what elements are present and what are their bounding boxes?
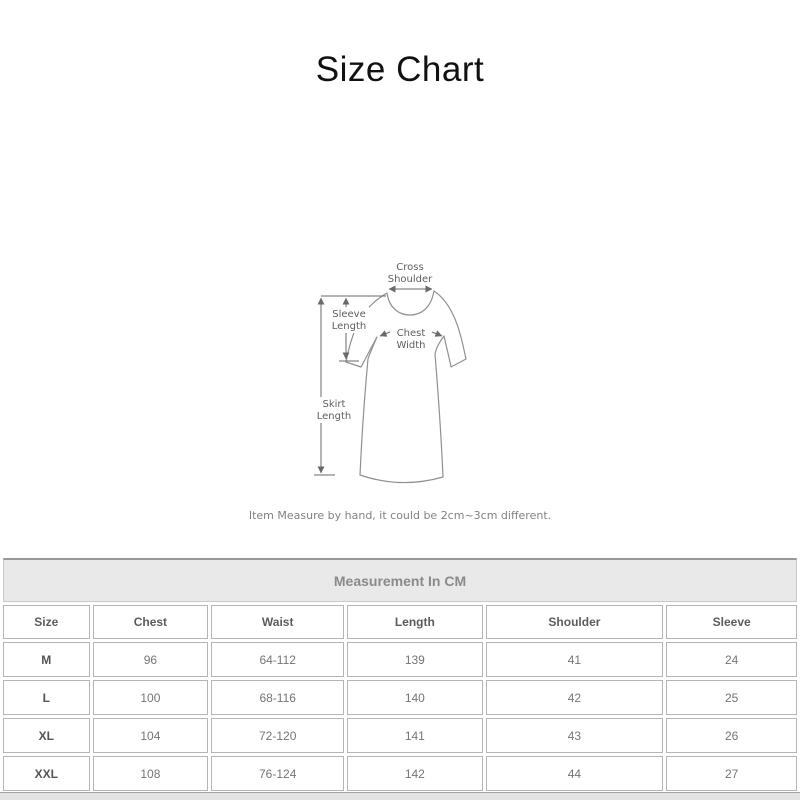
table-row [3,718,797,753]
cell-waist: 68-116 [211,680,344,715]
table-title-row [3,558,797,602]
table-header-row [3,605,797,639]
cell-shoulder: 41 [486,642,664,677]
cell-size: M [3,642,90,677]
chest-width-label-line2: Width [396,340,426,351]
measure-note: Item Measure by hand, it could be 2cm~3cm different. [248,509,552,522]
cell-sleeve: 24 [666,642,797,677]
column-header-length: Length [347,605,482,639]
cell-shoulder: 44 [486,756,664,791]
cell-chest: 104 [93,718,209,753]
column-header-size: Size [3,605,90,639]
cell-sleeve: 26 [666,718,797,753]
cross-shoulder-label-line2: Shoulder [387,274,433,285]
column-header-waist: Waist [211,605,344,639]
cell-waist: 72-120 [211,718,344,753]
cell-chest: 100 [93,680,209,715]
chest-width-label-line1: Chest [396,328,426,339]
cell-sleeve: 25 [666,680,797,715]
cell-length: 141 [347,718,482,753]
cell-length: 142 [347,756,482,791]
cell-waist: 64-112 [211,642,344,677]
cell-chest: 108 [93,756,209,791]
sleeve-length-label-line1: Sleeve [332,309,366,320]
cell-size: XL [3,718,90,753]
column-header-chest: Chest [93,605,209,639]
cell-length: 139 [347,642,482,677]
cross-shoulder-label-line1: Cross [396,262,424,273]
table-row [3,642,797,677]
cell-chest: 96 [93,642,209,677]
cell-shoulder: 43 [486,718,664,753]
chest-width-left-arrow [380,332,390,336]
cell-size: L [3,680,90,715]
dress-measurement-diagram [279,251,539,511]
table-row [3,756,797,791]
table-row [3,680,797,715]
sleeve-length-label-line2: Length [331,321,367,332]
page-title: Size Chart [315,50,485,89]
skirt-length-label-line2: Length [316,411,352,422]
cell-shoulder: 42 [486,680,664,715]
skirt-length-label-line1: Skirt [322,399,346,410]
column-header-shoulder: Shoulder [486,605,664,639]
cell-length: 140 [347,680,482,715]
cell-waist: 76-124 [211,756,344,791]
cell-sleeve: 27 [666,756,797,791]
table-title: Measurement In CM [3,558,797,602]
chest-width-right-arrow [432,332,442,336]
measurement-table [0,555,800,794]
column-header-sleeve: Sleeve [666,605,797,639]
next-table-band-cutoff [0,792,800,800]
cell-size: XXL [3,756,90,791]
